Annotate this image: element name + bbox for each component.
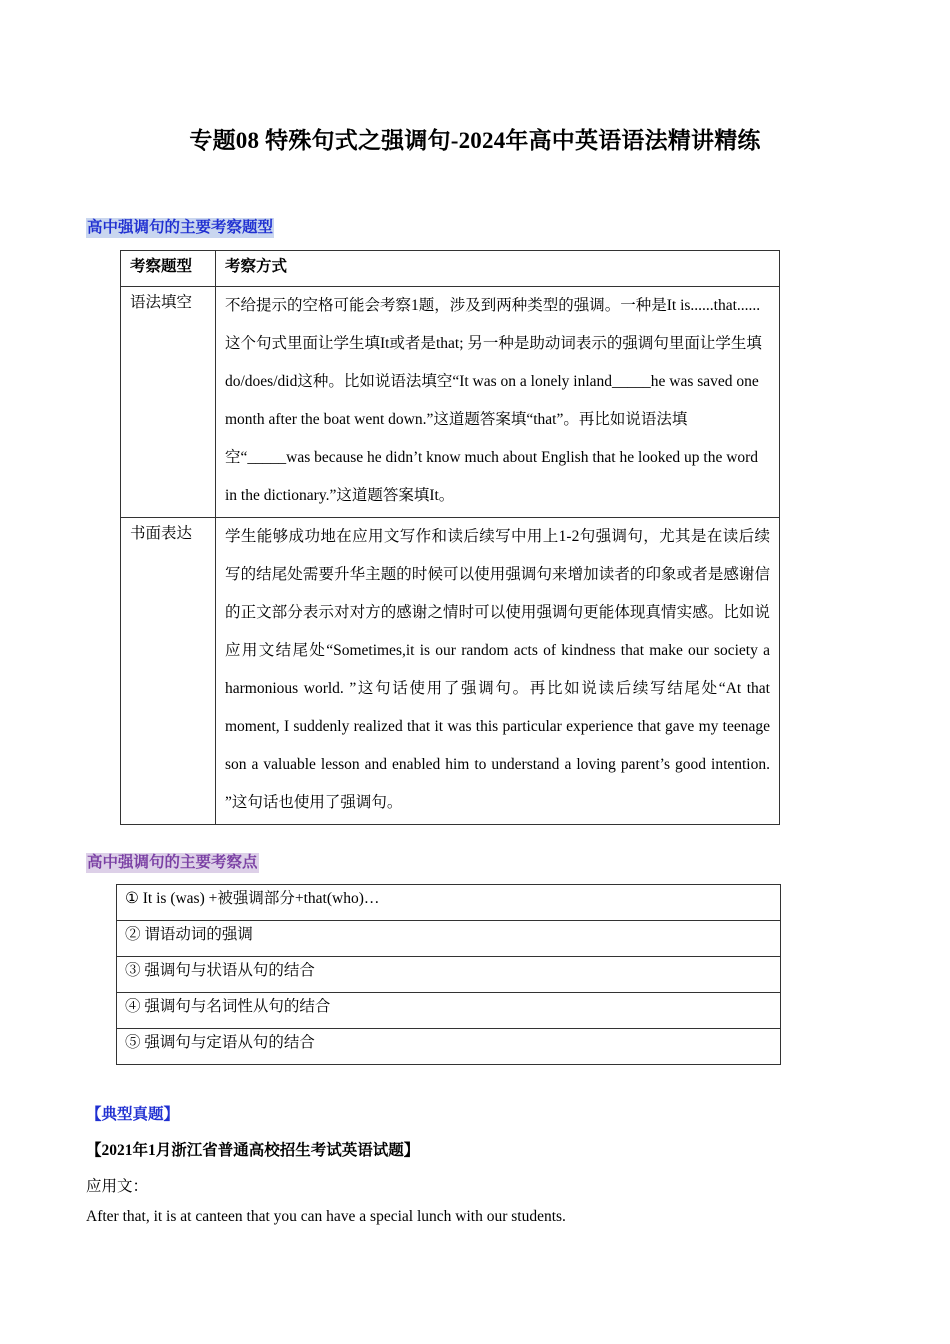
exam-source: 【2021年1月浙江省普通高校招生考试英语试题】	[86, 1142, 420, 1159]
header-cell-method: 考察方式	[216, 251, 780, 287]
table-row	[121, 518, 780, 825]
key-point-item: ⑤ 强调句与定语从句的结合	[117, 1029, 781, 1065]
header-cell-type: 考察题型	[121, 251, 216, 287]
example-label: 应用文：	[86, 1178, 149, 1195]
section-heading-question-types: 高中强调句的主要考察题型	[87, 219, 274, 236]
table-header-row	[121, 251, 780, 287]
table-row	[117, 993, 781, 1029]
table-row	[117, 921, 781, 957]
row-type-cell: 书面表达	[121, 518, 216, 825]
section-heading-key-points: 高中强调句的主要考察点	[87, 854, 258, 871]
key-point-item: ① It is (was) +被强调部分+that(who)…	[117, 885, 781, 921]
key-point-item: ④ 强调句与名词性从句的结合	[117, 993, 781, 1029]
row-method-cell: 学生能够成功地在应用文写作和读后续写中用上1-2句强调句，尤其是在读后续写的结尾处需要升华主题的时候可以使用强调句来增加读者的印象或者是感谢信的正文部分表示对对方的感谢之情时可以使用强调句更能体现真情实感。比如说应用文结尾处“Sometimes,it is our random acts of kindness that make our society a harmonious world. ”这句话使用了强调句。再比如说读后续写结尾处“At that moment, I suddenly realized that it was this particular experience that gave my teenage son a valuable lesson and enabled him to understand a loving parent’s good intention. ”这句话也使用了强调句。	[216, 518, 780, 825]
row-type-cell: 语法填空	[121, 287, 216, 518]
table-row	[117, 885, 781, 921]
key-point-item: ③ 强调句与状语从句的结合	[117, 957, 781, 993]
typical-questions-heading: 【典型真题】	[86, 1106, 180, 1123]
example-sentence: After that, it is at canteen that you can have a special lunch with our students.	[86, 1208, 566, 1225]
page-title: 专题08 特殊句式之强调句-2024年高中英语语法精讲精练	[189, 128, 761, 153]
key-point-item: ② 谓语动词的强调	[117, 921, 781, 957]
question-types-table	[120, 250, 780, 825]
key-points-table	[116, 884, 781, 1065]
table-row	[117, 1029, 781, 1065]
table-row	[117, 957, 781, 993]
table-row	[121, 287, 780, 518]
row-method-cell: 不给提示的空格可能会考察1题，涉及到两种类型的强调。一种是It is......that......这个句式里面让学生填It或者是that; 另一种是助动词表示的强调句里面让学生填do/does/did这种。比如说语法填空“It was on a lonely inland_____he was saved one month after the boat went down.”这道题答案填“that”。再比如说语法填空“_____was because he didn’t know much about English that he looked up the word in the dictionary.”这道题答案填It。	[216, 287, 780, 518]
